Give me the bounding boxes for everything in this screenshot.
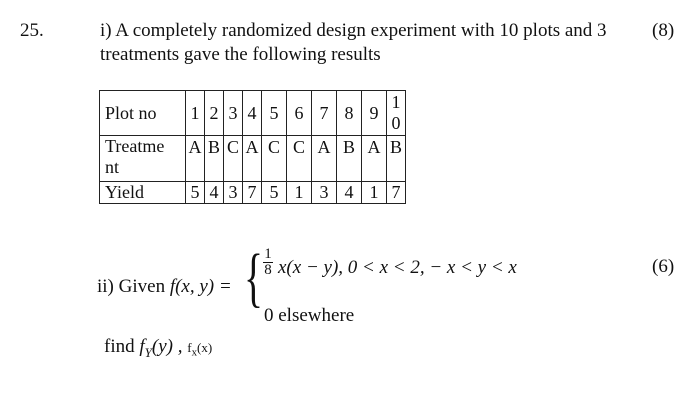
treatment-cell: A	[362, 136, 387, 182]
plot-cell: 4	[243, 91, 262, 136]
yield-cell: 5	[186, 182, 205, 204]
plot-cell: 2	[205, 91, 224, 136]
yield-cell: 3	[312, 182, 337, 204]
plot-cell: 5	[262, 91, 287, 136]
treatment-cell: C	[287, 136, 312, 182]
given-label: ii) Given	[97, 276, 166, 297]
yield-cell: 4	[205, 182, 224, 204]
table-row-treatment	[100, 136, 406, 182]
treatment-cell: A	[312, 136, 337, 182]
yield-cell: 7	[387, 182, 406, 204]
treatment-cell: B	[387, 136, 406, 182]
yield-cell: 3	[224, 182, 243, 204]
yield-cell: 7	[243, 182, 262, 204]
marks-part1: (8)	[652, 20, 675, 41]
treatment-cell: C	[262, 136, 287, 182]
part1-text-line2: treatments gave the following results	[100, 44, 381, 65]
left-brace-icon: {	[244, 241, 264, 314]
row-label-treatment	[100, 136, 186, 182]
plot-10-bottom: 0	[391, 113, 401, 133]
plot-cell: 1	[186, 91, 205, 136]
part1-text-line1: i) A completely randomized design experiment with 10 plots and 3	[100, 20, 607, 41]
plot-cell: 8	[337, 91, 362, 136]
yield-cell: 4	[337, 182, 362, 204]
find-instruction	[104, 336, 212, 361]
treatment-cell: C	[224, 136, 243, 182]
plot-cell: 7	[312, 91, 337, 136]
treatment-label-line1: Treatme	[105, 136, 165, 156]
table-row-yield	[100, 182, 406, 204]
treatment-cell: A	[186, 136, 205, 182]
row-label-yield: Yield	[100, 182, 186, 204]
fraction-numerator: 1	[264, 246, 272, 262]
piecewise-case-2: 0 elsewhere	[264, 305, 355, 326]
marginal-fy: $f_Y(y)$ ,	[139, 336, 183, 360]
question-number: 25.	[20, 20, 44, 41]
fraction-denominator: 8	[264, 262, 272, 278]
find-label: find	[104, 336, 135, 357]
part2-given	[97, 276, 232, 298]
treatment-cell: B	[205, 136, 224, 182]
plot-cell-10	[387, 91, 406, 136]
plot-cell: 9	[362, 91, 387, 136]
data-table	[99, 90, 406, 204]
marks-part2: (6)	[652, 256, 675, 277]
treatment-cell: B	[337, 136, 362, 182]
plot-10-top: 1	[391, 92, 401, 112]
piecewise-case-1: x(x − y), 0 < x < 2, − x < y < x	[278, 257, 517, 278]
function-fxy: f(x, y) =	[169, 276, 232, 297]
yield-cell: 1	[362, 182, 387, 204]
table-row-plot-no	[100, 91, 406, 136]
treatment-label-line2: nt	[105, 157, 120, 177]
fraction-one-eighth	[263, 247, 273, 278]
yield-cell: 1	[287, 182, 312, 204]
plot-cell: 3	[224, 91, 243, 136]
plot-cell: 6	[287, 91, 312, 136]
yield-cell: 5	[262, 182, 287, 204]
treatment-cell: A	[243, 136, 262, 182]
row-label-plot-no: Plot no	[100, 91, 186, 136]
marginal-fx: $f_x(x)$	[187, 340, 213, 359]
